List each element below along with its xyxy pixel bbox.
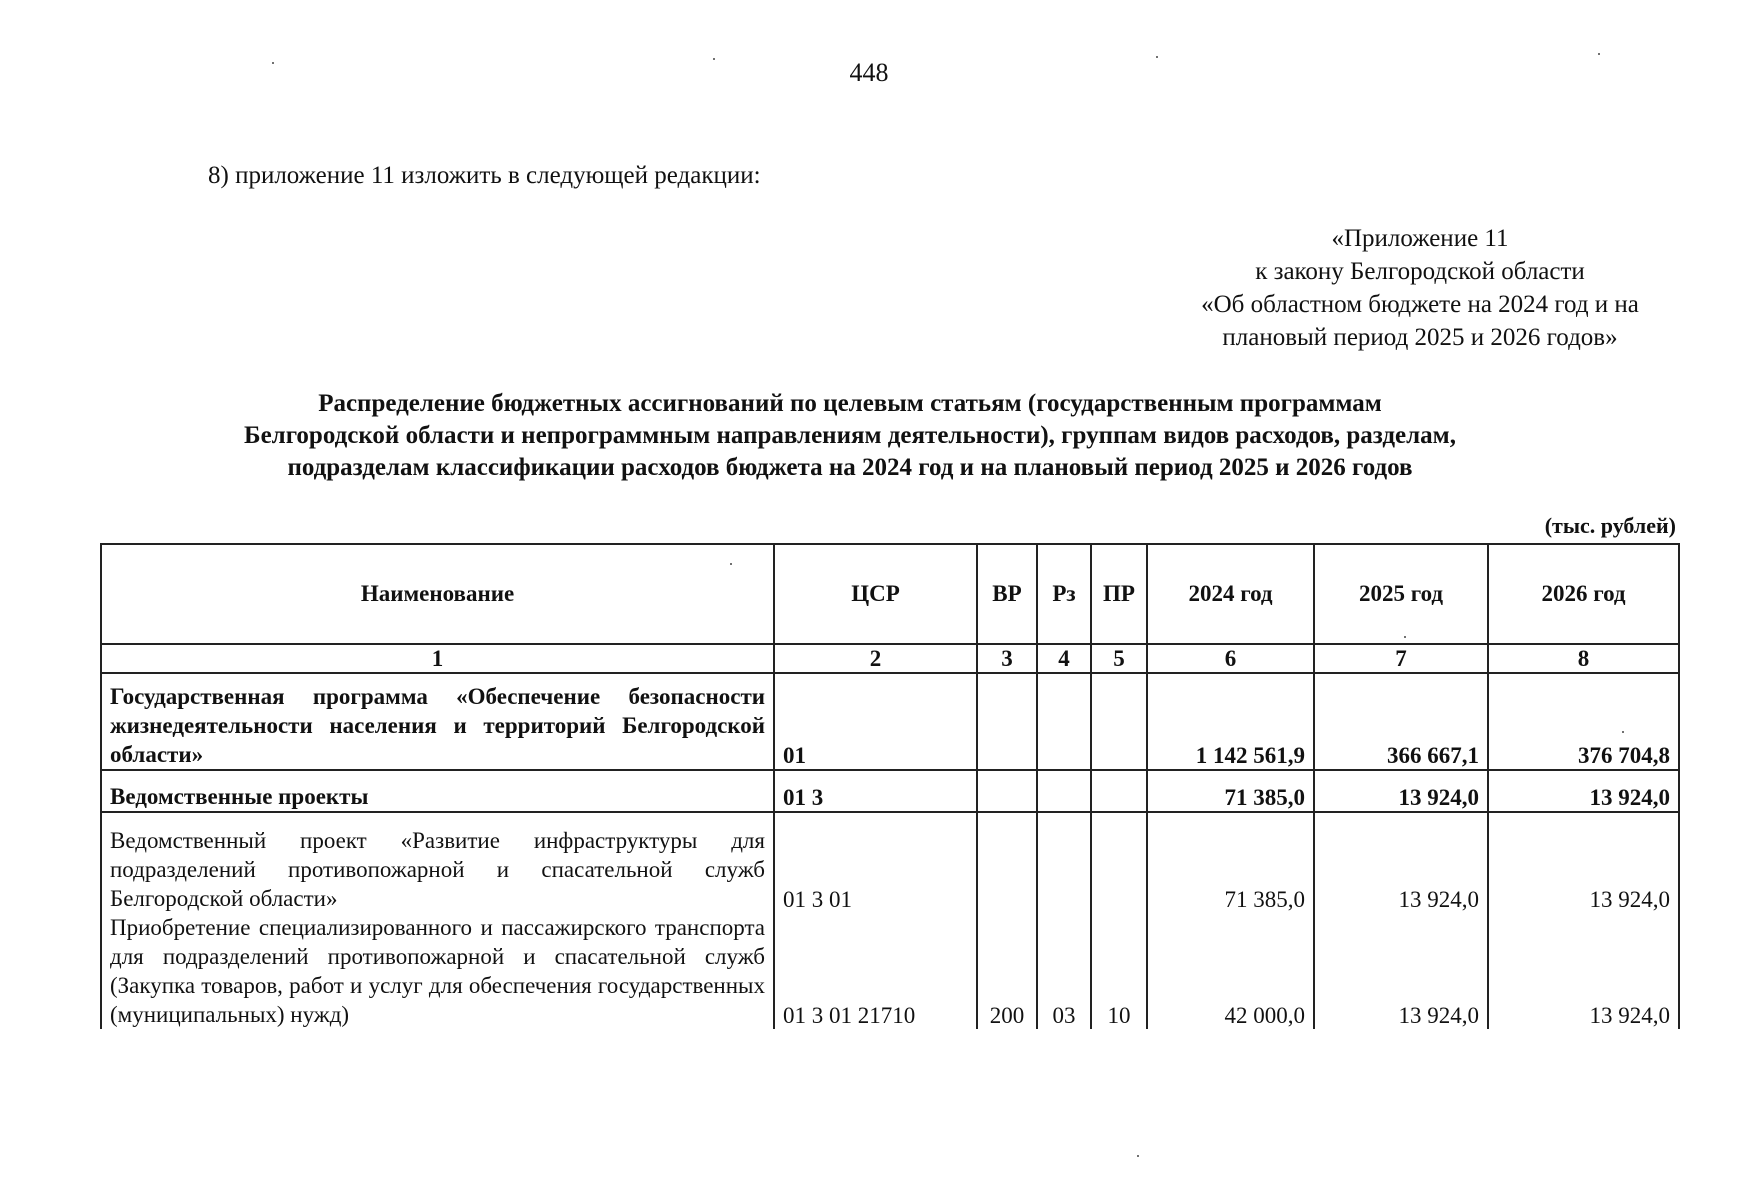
row-2026: 13 924,0: [1488, 812, 1679, 913]
row-2025: 13 924,0: [1314, 812, 1488, 913]
title-line: Белгородской области и непрограммным направлениям деятельности), группам видов расходов, разделам,: [244, 422, 1456, 449]
table-row: [101, 770, 1679, 812]
table-row: [101, 913, 1679, 1029]
row-vr: [977, 812, 1037, 913]
row-pr: [1091, 770, 1147, 812]
scan-speck: [1156, 56, 1158, 58]
page-number: 448: [849, 58, 889, 87]
row-vr: [977, 673, 1037, 770]
row-name: Ведомственные проекты: [101, 770, 774, 812]
row-2024: 1 142 561,9: [1147, 673, 1314, 770]
row-2025: 13 924,0: [1314, 913, 1488, 1029]
header-pr: ПР: [1091, 544, 1147, 644]
column-number: 8: [1488, 644, 1679, 673]
scan-speck: [1598, 53, 1600, 55]
appendix-line: «Об областном бюджете на 2024 год и на: [1201, 291, 1639, 318]
row-2024: 71 385,0: [1147, 812, 1314, 913]
row-csr: 01 3 01: [774, 812, 977, 913]
row-2025: 13 924,0: [1314, 770, 1488, 812]
row-csr: 01: [774, 673, 977, 770]
column-number: 1: [101, 644, 774, 673]
units-label: (тыс. рублей): [1544, 513, 1676, 538]
appendix-line: плановый период 2025 и 2026 годов»: [1222, 324, 1618, 351]
row-name: Ведомственный проект «Развитие инфраструктуры для подразделений противопожарной и спасательной служб Белгородской области»: [101, 812, 774, 913]
row-2025: 366 667,1: [1314, 673, 1488, 770]
column-number: 7: [1314, 644, 1488, 673]
row-rz: [1037, 812, 1091, 913]
scan-speck: [713, 58, 715, 60]
row-name: Государственная программа «Обеспечение безопасности жизнедеятельности населения и территорий Белгородской области»: [101, 673, 774, 770]
column-number: 5: [1091, 644, 1147, 673]
table-header-row: [101, 544, 1679, 644]
row-rz: [1037, 770, 1091, 812]
budget-table: [100, 543, 1680, 1029]
appendix-line: к закону Белгородской области: [1255, 258, 1585, 285]
row-2026: 376 704,8: [1488, 673, 1679, 770]
intro-text: 8) приложение 11 изложить в следующей редакции:: [208, 162, 761, 189]
scan-speck: [1137, 1155, 1139, 1157]
row-2026: 13 924,0: [1488, 770, 1679, 812]
table-row: [101, 673, 1679, 770]
column-number: 3: [977, 644, 1037, 673]
column-number: 6: [1147, 644, 1314, 673]
header-2025: 2025 год: [1314, 544, 1488, 644]
column-number: 2: [774, 644, 977, 673]
row-pr: 10: [1091, 913, 1147, 1029]
header-2024: 2024 год: [1147, 544, 1314, 644]
row-vr: 200: [977, 913, 1037, 1029]
row-pr: [1091, 673, 1147, 770]
scan-speck: [272, 62, 274, 64]
appendix-line: «Приложение 11: [1331, 225, 1509, 252]
header-vr: ВР: [977, 544, 1037, 644]
row-vr: [977, 770, 1037, 812]
row-2024: 42 000,0: [1147, 913, 1314, 1029]
row-2026: 13 924,0: [1488, 913, 1679, 1029]
column-number-row: [101, 644, 1679, 673]
row-rz: 03: [1037, 913, 1091, 1029]
row-csr: 01 3 01 21710: [774, 913, 977, 1029]
document-title: [120, 388, 1580, 484]
row-csr: 01 3: [774, 770, 977, 812]
header-2026: 2026 год: [1488, 544, 1679, 644]
title-line: подразделам классификации расходов бюджета на 2024 год и на плановый период 2025 и 2026 годов: [287, 454, 1413, 481]
row-name: Приобретение специализированного и пассажирского транспорта для подразделений противопожарной и спасательной служб (Закупка товаров, работ и услуг для обеспечения государственных (муниципальных) нужд): [101, 913, 774, 1029]
header-rz: Рз: [1037, 544, 1091, 644]
appendix-reference: [1100, 222, 1738, 354]
row-pr: [1091, 812, 1147, 913]
table-row: [101, 812, 1679, 913]
column-number: 4: [1037, 644, 1091, 673]
row-2024: 71 385,0: [1147, 770, 1314, 812]
header-csr: ЦСР: [774, 544, 977, 644]
row-rz: [1037, 673, 1091, 770]
title-line: Распределение бюджетных ассигнований по целевым статьям (государственным программам: [318, 390, 1382, 417]
header-name: Наименование: [101, 544, 774, 644]
